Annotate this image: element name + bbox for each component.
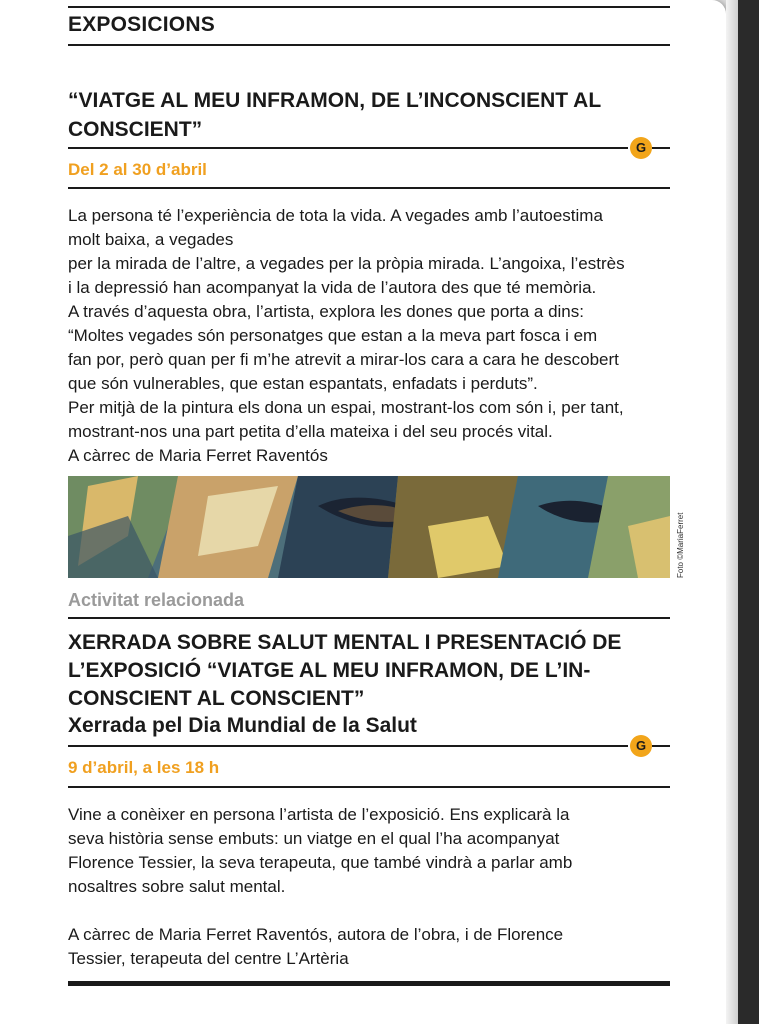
section-title: EXPOSICIONS — [68, 13, 215, 36]
description-line: per la mirada de l’altre, a vegades per la pròpia mirada. L’angoixa, l’estrès — [68, 254, 625, 273]
date-rule — [68, 187, 670, 189]
talk-rule — [68, 745, 628, 747]
description-line: Per mitjà de la pintura els dona un espai, mostrant-los com són i, per tant, — [68, 398, 624, 417]
talk-date-rule — [68, 786, 670, 788]
exhibition-title-line1: “VIATGE AL MEU INFRAMON, DE L’INCONSCIENT AL — [68, 89, 602, 112]
painting-image — [68, 476, 670, 578]
talk-title-line1: XERRADA SOBRE SALUT MENTAL I PRESENTACIÓ DE — [68, 631, 622, 654]
talk-description — [68, 803, 670, 899]
talk-line: seva història sense embuts: un viatge en el qual l’ha acompanyat — [68, 829, 560, 848]
description-line: molt baixa, a vegades — [68, 230, 234, 249]
talk-title-line3: CONSCIENT AL CONSCIENT” — [68, 687, 365, 710]
page-spine — [738, 0, 759, 1024]
free-entry-badge: G — [630, 735, 652, 757]
exhibition-description — [68, 204, 670, 468]
talk-subtitle: Xerrada pel Dia Mundial de la Salut — [68, 714, 417, 737]
artwork-photo — [68, 476, 670, 578]
organizers-line: Tessier, terapeuta del centre L’Artèria — [68, 949, 349, 968]
related-rule — [68, 617, 670, 619]
free-entry-badge: G — [630, 137, 652, 159]
talk-line: Florence Tessier, la seva terapeuta, que també vindrà a parlar amb — [68, 853, 573, 872]
badge-rule-tail — [652, 745, 670, 747]
related-activity-label: Activitat relacionada — [68, 590, 245, 610]
photo-credit: Foto ©MariaFerret — [676, 512, 685, 578]
talk-line: nosaltres sobre salut mental. — [68, 877, 286, 896]
section-rule — [68, 44, 670, 46]
exhibition-title-line2: CONSCIENT” — [68, 118, 203, 141]
talk-line: Vine a conèixer en persona l’artista de l’exposició. Ens explicarà la — [68, 805, 570, 824]
exhibition-date: Del 2 al 30 d’abril — [68, 160, 207, 179]
organizers-line: A càrrec de Maria Ferret Raventós, autora de l’obra, i de Florence — [68, 925, 564, 944]
description-line: A través d’aquesta obra, l’artista, explora les dones que porta a dins: — [68, 302, 584, 321]
badge-rule-tail — [652, 147, 670, 149]
description-line: mostrant-nos una part petita d’ella mateixa i del seu procés vital. — [68, 422, 553, 441]
description-line: La persona té l’experiència de tota la vida. A vegades amb l’autoestima — [68, 206, 603, 225]
description-line: i la depressió han acompanyat la vida de l’autora des que té memòria. — [68, 278, 597, 297]
top-rule — [68, 6, 670, 8]
exhibition-rule — [68, 147, 628, 149]
description-line: “Moltes vegades són personatges que estan a la meva part fosca i em — [68, 326, 598, 345]
talk-title-line2: L’EXPOSICIÓ “VIATGE AL MEU INFRAMON, DE L’IN- — [68, 659, 591, 682]
description-line: que són vulnerables, que estan espantats, enfadats i perduts”. — [68, 374, 538, 393]
description-line: A càrrec de Maria Ferret Raventós — [68, 446, 328, 465]
bottom-rule — [68, 981, 670, 986]
talk-date: 9 d’abril, a les 18 h — [68, 758, 220, 777]
page-edge — [726, 0, 738, 1024]
talk-organizers — [68, 923, 670, 971]
description-line: fan por, però quan per fi m’he atrevit a mirar-los cara a cara he descobert — [68, 350, 619, 369]
